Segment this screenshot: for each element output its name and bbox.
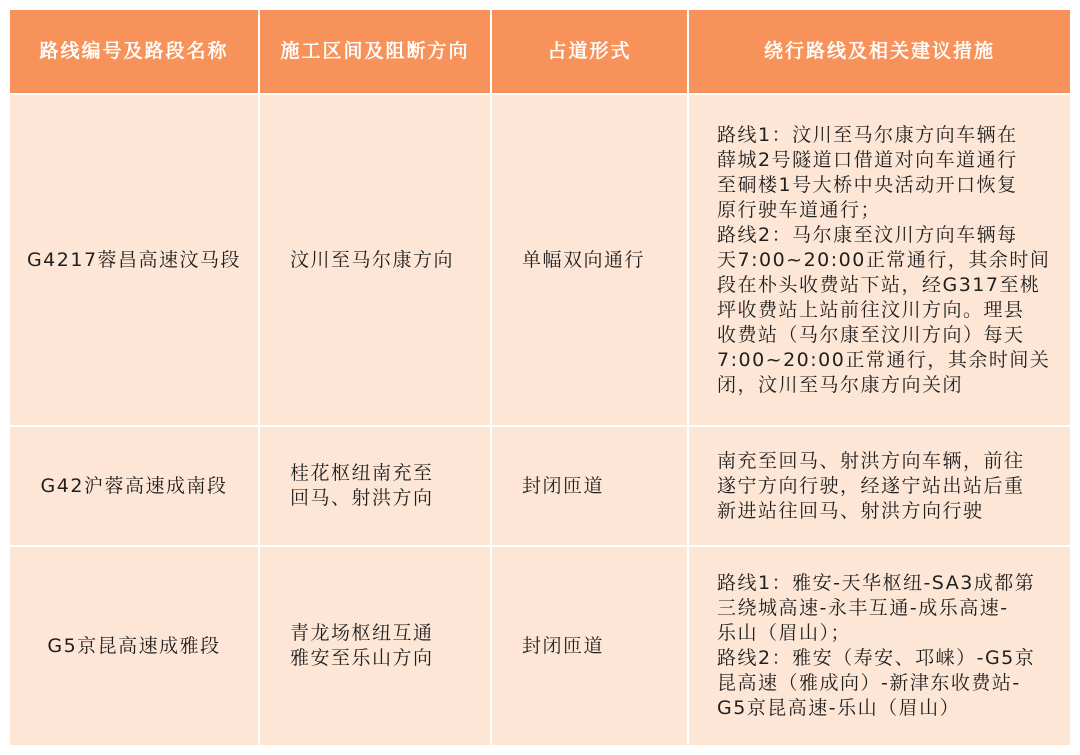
section-cell (260, 95, 492, 427)
header-route: 路线编号及路段名称 (10, 10, 260, 95)
section-cell (260, 547, 492, 745)
detour-line: 昆高速（雅成向）-新津东收费站- (717, 672, 1021, 694)
detour-line: 闭，汶川至马尔康方向关闭 (717, 373, 964, 396)
detour-line: 天7:00~20:00正常通行，其余时间 (717, 248, 1051, 271)
section-line: 桂花枢纽南充至 (290, 462, 434, 484)
section-line: 回马、射洪方向 (290, 487, 434, 509)
detour-line: 乐山（眉山）； (717, 622, 852, 644)
section-line: 青龙场枢纽互通 (290, 622, 434, 644)
detour-line: 坪收费站上站前往汶川方向。理县 (717, 298, 1025, 321)
detour-line: 路线2：马尔康至汶川方向车辆每 (717, 223, 1018, 246)
detour-line: 至硐楼1号大桥中央活动开口恢复 (717, 173, 1018, 196)
route-cell: G4217蓉昌高速汶马段 (10, 95, 260, 427)
table-row (10, 427, 1070, 547)
route-cell: G42沪蓉高速成南段 (10, 427, 260, 547)
table-row (10, 547, 1070, 745)
detour-cell (689, 95, 1070, 427)
detour-line: 三绕城高速-永丰互通-成乐高速- (717, 597, 1009, 619)
detour-line: 收费站（马尔康至汶川方向）每天 (717, 323, 1025, 346)
detour-line: 7:00~20:00正常通行，其余时间关 (717, 348, 1051, 371)
header-section: 施工区间及阻断方向 (260, 10, 492, 95)
detour-line: G5京昆高速-乐山（眉山） (717, 697, 961, 719)
detour-line: 路线2：雅安（寿安、邛崃）-G5京 (717, 647, 1036, 669)
road-construction-table (10, 10, 1070, 745)
occupy-cell: 封闭匝道 (492, 547, 689, 745)
occupy-cell: 封闭匝道 (492, 427, 689, 547)
detour-cell (689, 427, 1070, 547)
route-cell: G5京昆高速成雅段 (10, 547, 260, 745)
header-detour: 绕行路线及相关建议措施 (689, 10, 1070, 95)
detour-line: 南充至回马、射洪方向车辆，前往 (717, 449, 1025, 472)
detour-cell (689, 547, 1070, 745)
detour-line: 遂宁方向行驶，经遂宁站出站后重 (717, 474, 1025, 497)
detour-line: 薛城2号隧道口借道对向车道通行 (717, 148, 1018, 171)
table-row (10, 95, 1070, 427)
detour-line: 原行驶车道通行； (717, 198, 882, 221)
section-line: 汶川至马尔康方向 (290, 248, 455, 271)
section-cell (260, 427, 492, 547)
table-header-row (10, 10, 1070, 95)
detour-line: 新进站往回马、射洪方向行驶 (717, 499, 984, 522)
occupy-cell: 单幅双向通行 (492, 95, 689, 427)
detour-line: 路线1：汶川至马尔康方向车辆在 (717, 123, 1018, 146)
detour-line: 段在朴头收费站下站，经G317至桃 (717, 273, 1041, 296)
detour-line: 路线1：雅安-天华枢纽-SA3成都第 (717, 572, 1036, 594)
header-occupy: 占道形式 (492, 10, 689, 95)
section-line: 雅安至乐山方向 (290, 647, 434, 669)
